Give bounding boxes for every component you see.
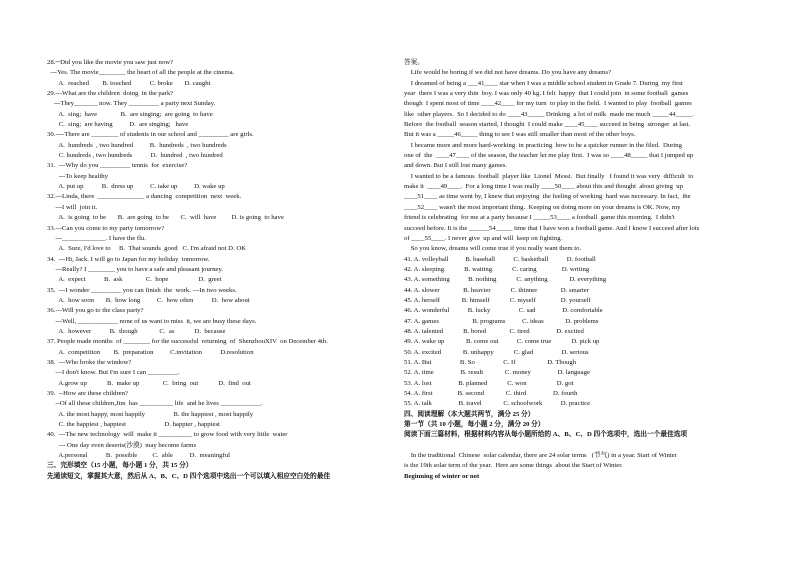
- left-column-line: 35. ---I wonder _________ you can finish the work. ---In two weeks.: [47, 286, 237, 294]
- right-column-line: ____52____ wasn't the most important thing. Keeping on doing more on your dreams is OK. Now, my: [404, 203, 681, 211]
- right-column-line: year there I was a very thin boy. I was only 40 kg. I felt happy that I could join in some football games: [404, 90, 689, 98]
- left-column-line: A. expect B. ask C. hope D. greet: [47, 276, 222, 284]
- right-column-line: 答案。: [404, 59, 425, 66]
- right-column-line: 41. A. volleyball B. baseball C. basketball D. football: [404, 255, 596, 263]
- right-column-line: 47. A. games B. programs C. ideas D. problems: [404, 317, 599, 325]
- right-column-line: ____51____ as time went by, I knew that enjoying the feeling of working hard was necessary. In fact, the: [404, 193, 691, 201]
- left-column-line: C. sing; are having D. are singing; have: [47, 121, 189, 129]
- right-column-line: succeed before. It is the ______54_____ time that I have won a football game. And I know I succeed after lots: [404, 224, 700, 232]
- left-column: [47, 58, 387, 482]
- right-column-line: So you know, dreams will come true if you really want them to.: [404, 245, 582, 253]
- right-column-line: 50. A. excited B. unhappy C. glad D. serious: [404, 348, 589, 356]
- right-column-line: 42. A. sleeping B. waiting C. caring D. writing: [404, 265, 590, 273]
- right-column-line: one of the ____47____ of the season, the teacher let me play first. I was so ____48_____ that I jumped up: [404, 152, 694, 160]
- left-column-line: 31. ---Why do you _________ tennis for exercise?: [47, 162, 188, 170]
- left-column-line: A. Sure, I'd love to B. That sounds good C. I'm afraid not D. OK: [47, 245, 246, 253]
- right-column-line: 51. A. But B. So C. If D. Though: [404, 358, 577, 366]
- left-column-line: C. hundreds , two hundreds D. hundred , two hundred: [47, 152, 223, 160]
- right-column-line: 52. A. time B. result C. money D. language: [404, 369, 590, 377]
- right-column-line: 43. A. something B. nothing C. anything D. everything: [404, 276, 607, 284]
- left-column-line: ---Well, ____________ none of us want to miss it, we are busy these days.: [47, 317, 257, 325]
- left-column-line: A. reached B. touched C. broke D. caught: [47, 79, 211, 87]
- right-column-line: 45. A. herself B. himself C. myself D. yourself: [404, 296, 591, 304]
- left-column-line: --- One day even deserts(沙漠) may become farms: [47, 441, 197, 449]
- left-column-line: 38. ---Who broke the window?: [47, 358, 132, 366]
- right-column-line: of ____55____. I never give up and will keep on fighting.: [404, 234, 563, 242]
- left-column-line: --Of all these children,Jim has __________ life and he lives ____________.: [47, 400, 263, 408]
- right-column-line: 44. A. slower B. heavier C. thinner D. smarter: [404, 286, 589, 294]
- right-column-line: Beginning of winter or not: [404, 472, 480, 480]
- right-column-line: [404, 441, 780, 451]
- left-column-line: 34. ---Hi, Jack. I will go to Japan for my holiday tomorrow.: [47, 255, 210, 263]
- left-column-line: 32.---Linda, there ______________ a dancing competition next week.: [47, 193, 242, 201]
- right-column-line: though I spent most of time ____42____ for my turn to play in the field. I wanted to play football games: [404, 100, 692, 108]
- left-column-line: 37. People made months of ________ for the successful returning of ShenzhouXIV on December 4th.: [47, 338, 328, 346]
- left-column-line: ---I don't know. But I'm sure I can _________.: [47, 369, 180, 377]
- right-column-line: Life would be boring if we did not have dreams. Do you have any dreams?: [404, 69, 612, 77]
- left-column-line: A. how soon B. how long C. how often D. how about: [47, 296, 250, 304]
- right-column-line: 48. A. talented B. bored C. tired D. excited: [404, 327, 584, 335]
- left-column-line: 36.---Will you go to the class party?: [47, 307, 144, 315]
- right-column-line: I dreamed of being a ___41____ star when I was a middle school student in Grade 7. During my first: [404, 79, 683, 87]
- left-column-line: 28.─Did you like the movie you saw just now?: [47, 59, 174, 66]
- right-column-line: make it ____49____. For a long time I was really ____50____ about this and thought about giving up: [404, 183, 683, 191]
- left-column-line: A. hundreds , two hundred B. hundreds , two hundreds: [47, 141, 227, 149]
- right-column-line: Before the football season started, I thought I could make ____45____ succeed in being stronger at last.: [404, 121, 691, 129]
- left-column-line: A. put up B. dress up C. take up D. wake up: [47, 183, 225, 191]
- right-column-line: 第一节（共 10 小题，每小题 2 分，满分 20 分）: [404, 421, 545, 429]
- left-column-line: 29.---What are the children doing in the park?: [47, 90, 174, 98]
- right-column: [404, 58, 780, 482]
- right-column-line: 55. A. talk B. travel C. schoolwork D. practice: [404, 400, 591, 408]
- left-column-line: 39. --How are these children?: [47, 390, 128, 397]
- right-column-line: 54. A. first B. second C. third D. fourth: [404, 390, 578, 397]
- right-column-line: But it was a _____46_____ thing to see I was still smaller than most of the other boys.: [404, 131, 636, 139]
- left-column-line: A. the most happy, most happily B. the happiest , most happily: [47, 410, 254, 418]
- left-column-line: ---I will join it.: [47, 203, 98, 211]
- right-column-line: 46. A. wonderful B. lucky C. sad D. comfortable: [404, 307, 603, 315]
- left-column-line: ---Really? I ________ you to have a safe and pleasant journey.: [47, 265, 223, 273]
- right-column-line: I wanted to be a famous football player like Lionel Messi. But finally I found it was very difficult to: [404, 172, 694, 180]
- left-column-line: 33.---Can you come to my party tomorrow?: [47, 224, 165, 232]
- left-column-line: ---They_______ now. They _________ a party next Sunday.: [47, 100, 216, 108]
- right-column-line: In the traditional Chinese solar calendar, there are 24 solar terms (节气) in a year. Start of Winter: [404, 452, 677, 460]
- right-column-line: 49. A. wake up B. come out C. come true D. pick up: [404, 338, 600, 346]
- right-column-line: is the 19th solar term of the year. Here are some things about the Start of Winter.: [404, 462, 623, 470]
- left-column-line: ---_____________. I have the flu.: [47, 234, 146, 242]
- left-column-line: A. competition B. preparation C.invitation D.resolution: [47, 348, 254, 356]
- left-column-line: A. sing; have B. are singing; are going to have: [47, 110, 213, 118]
- left-column-line: A.personal B. possible C. able D. meaningful: [47, 452, 230, 460]
- left-column-line: C. the happiest , happiest D. happier , happiest: [47, 421, 220, 429]
- left-column-line: A. however B. though C. as D. because: [47, 327, 226, 335]
- right-column-line: friend is celebrating for me at a party because I _____53____ a football game this morning. I didn't: [404, 214, 675, 222]
- left-column-line: ---Yes. The movie________ the heart of all the people at the cinema.: [47, 69, 235, 77]
- right-column-line: like other players. So I decided to do ____43_____ Drinking a lot of milk made me much _____44_____.: [404, 110, 694, 118]
- right-column-line: 四、阅读理解（本大题共两节，满分 25 分）: [404, 410, 535, 418]
- left-column-line: ---To keep healthy: [47, 172, 108, 180]
- left-column-line: A.grow up B. make up C. bring out D. find out: [47, 379, 251, 387]
- right-column-line: 53. A. lost B. planned C. won D. got: [404, 379, 574, 387]
- left-column-line: 40. ---The new technology will make it __________ to grow food with very little water: [47, 431, 288, 439]
- left-column-line: 先通读短文，掌握其大意，然后从 A、B、C、D 四个选项中选出一个可以填入相应空白处的最佳: [47, 472, 331, 480]
- left-column-line: A. is going to be B. are going to be C. will have D. is going to have: [47, 214, 284, 222]
- right-column-line: and down. But I still lost many games.: [404, 162, 508, 170]
- right-column-line: 阅读下面三篇材料，根据材料内容从每小题所给的 A、B、C、D 四个选项中，选出一个最佳选项: [404, 431, 688, 439]
- left-column-line: 30.----There are ________ of students in our school and _________ are girls.: [47, 131, 254, 139]
- right-column-line: I became more and more hard-working in practicing how to be a quicker runner in the filed. During: [404, 141, 682, 149]
- left-column-line: 三、完形填空（15 小题，每小题 1 分，共 15 分）: [47, 462, 193, 470]
